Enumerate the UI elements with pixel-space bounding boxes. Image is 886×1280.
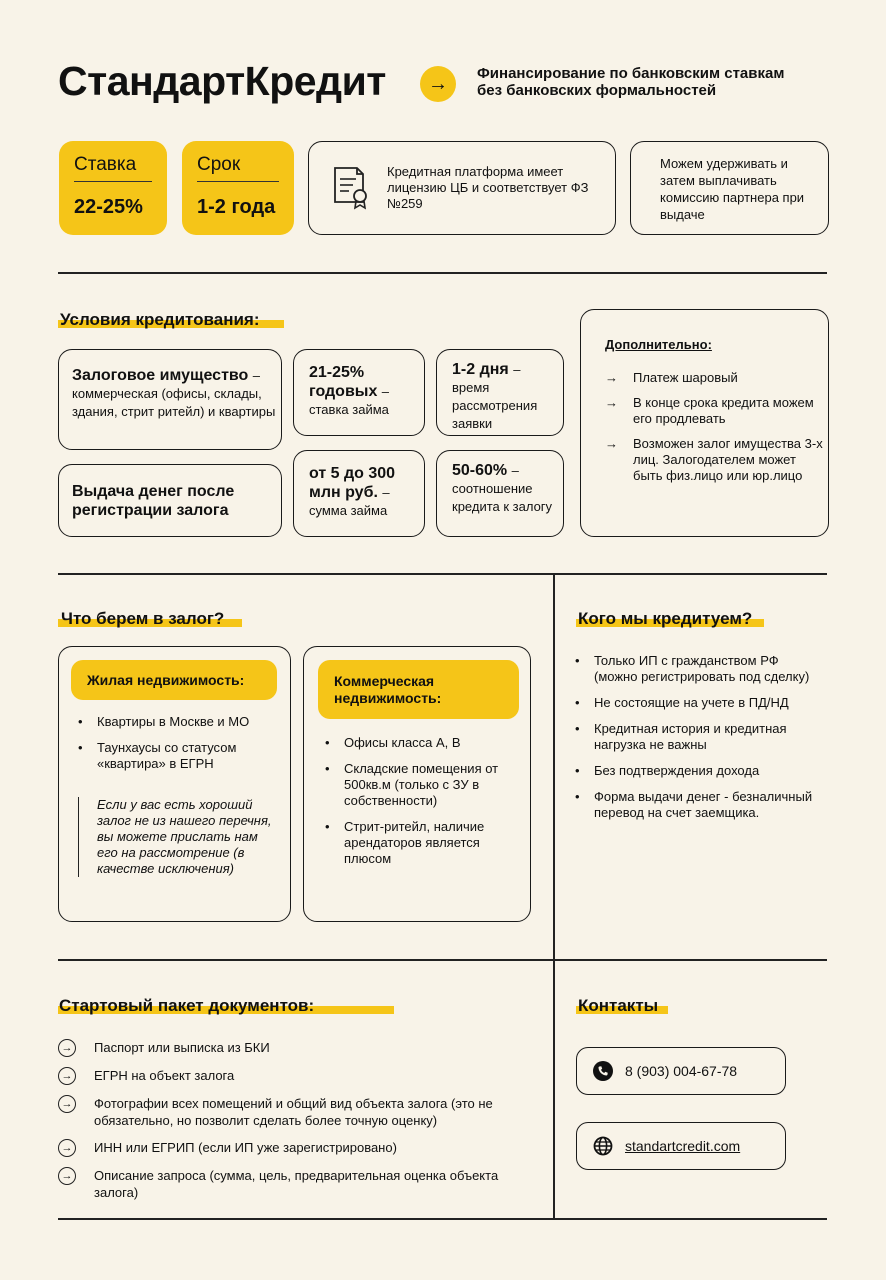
divider — [58, 1218, 827, 1220]
license-card — [308, 141, 616, 235]
collateral-heading: Что берем в залог? — [61, 609, 225, 628]
list-item: • Не состоящие на учете в ПД/НД — [572, 695, 822, 711]
collateral-condition-card: Залоговое имущество – коммерческая (офисы, склады, здания, стрит ритейл) и квартиры — [58, 349, 282, 450]
arrow-circle-icon: → — [58, 1039, 76, 1057]
certificate-icon — [331, 166, 371, 210]
phone-contact[interactable] — [576, 1047, 786, 1095]
list-item: • Квартиры в Москве и МО — [75, 714, 280, 730]
list-item: → В конце срока кредита можем его продлевать — [605, 395, 814, 426]
arrow-right-icon: → — [605, 436, 618, 451]
list-item: • Офисы класса А, В — [322, 735, 522, 751]
days-condition-card: 1-2 дня – время рассмотрения заявки — [436, 349, 564, 436]
phone-icon — [593, 1061, 613, 1081]
amount-condition-card: от 5 до 300 млн руб. – сумма займа — [293, 450, 425, 537]
extra-list — [605, 370, 823, 493]
list-item: • Только ИП с гражданством РФ (можно регистрировать под сделку) — [572, 653, 822, 685]
globe-icon — [593, 1136, 613, 1156]
residential-card — [58, 646, 291, 922]
list-item: → ИНН или ЕГРИП (если ИП уже зарегистрировано) — [58, 1139, 538, 1157]
commercial-card — [303, 646, 531, 922]
arrow-right-icon: → — [420, 66, 456, 102]
borrowers-list — [572, 653, 822, 831]
list-item: → Возможен залог имущества 3-х лиц. Залогодателем может быть физ.лицо или юр.лицо — [605, 436, 823, 483]
list-item: • Таунхаусы со статусом «квартира» в ЕГРН — [75, 740, 280, 772]
divider — [58, 959, 827, 961]
collateral-note: Если у вас есть хороший залог не из нашего перечня, вы можете прислать нам его на рассмотрение (в качестве исключения) — [78, 797, 278, 877]
issuance-condition-card: Выдача денег после регистрации залога — [58, 464, 282, 537]
website-link[interactable]: standartcredit.com — [625, 1138, 741, 1154]
tagline: Финансирование по банковским ставкам без банковских формальностей — [477, 65, 785, 99]
arrow-right-icon: → — [605, 370, 618, 385]
term-badge: Срок 1-2 года — [182, 141, 294, 235]
commission-text: Можем удерживать и затем выплачивать комиссию партнера при выдаче — [660, 156, 805, 222]
documents-list — [58, 1039, 538, 1201]
arrow-circle-icon: → — [58, 1167, 76, 1185]
divider — [58, 573, 827, 575]
residential-label: Жилая недвижимость: — [71, 660, 277, 700]
conditions-heading: Условия кредитования: — [60, 310, 260, 329]
list-item: → Фотографии всех помещений и общий вид объекта залога (это не обязательно, но позволит сделать более точную оценку) — [58, 1095, 538, 1129]
contacts-heading: Контакты — [578, 996, 659, 1015]
list-item: • Кредитная история и кредитная нагрузка не важны — [572, 721, 822, 753]
list-item: → Платеж шаровый — [605, 370, 738, 385]
ltv-condition-card: 50-60% – соотношение кредита к залогу — [436, 450, 564, 537]
extra-heading: Дополнительно: — [605, 337, 712, 352]
borrowers-heading: Кого мы кредитуем? — [578, 609, 753, 628]
license-text: Кредитная платформа имеет лицензию ЦБ и соответствует ФЗ №259 — [387, 164, 589, 211]
list-item: → ЕГРН на объект залога — [58, 1067, 538, 1085]
arrow-circle-icon: → — [58, 1139, 76, 1157]
commercial-label: Коммерческая недвижимость: — [318, 660, 519, 719]
divider — [58, 272, 827, 274]
list-item: • Складские помещения от 500кв.м (только с ЗУ в собственности) — [322, 761, 522, 809]
column-divider — [553, 573, 555, 1219]
residential-list — [75, 714, 280, 782]
list-item: • Стрит-ритейл, наличие арендаторов является плюсом — [322, 819, 522, 867]
list-item: • Без подтверждения дохода — [572, 763, 822, 779]
list-item: → Паспорт или выписка из БКИ — [58, 1039, 538, 1057]
list-item: → Описание запроса (сумма, цель, предварительная оценка объекта залога) — [58, 1167, 538, 1201]
commercial-list — [322, 735, 522, 877]
arrow-circle-icon: → — [58, 1067, 76, 1085]
list-item: • Форма выдачи денег - безналичный перевод на счет заемщика. — [572, 789, 822, 821]
phone-number[interactable]: 8 (903) 004-67-78 — [625, 1063, 738, 1079]
brand-logo: СтандартКредит — [58, 58, 386, 104]
commission-card — [630, 141, 829, 235]
documents-heading: Стартовый пакет документов: — [59, 996, 315, 1015]
extra-conditions-card — [580, 309, 829, 537]
rate-badge: Ставка 22-25% — [59, 141, 167, 235]
arrow-circle-icon: → — [58, 1095, 76, 1113]
rate-condition-card: 21-25% годовых – ставка займа — [293, 349, 425, 436]
website-contact[interactable] — [576, 1122, 786, 1170]
arrow-right-icon: → — [605, 395, 618, 410]
